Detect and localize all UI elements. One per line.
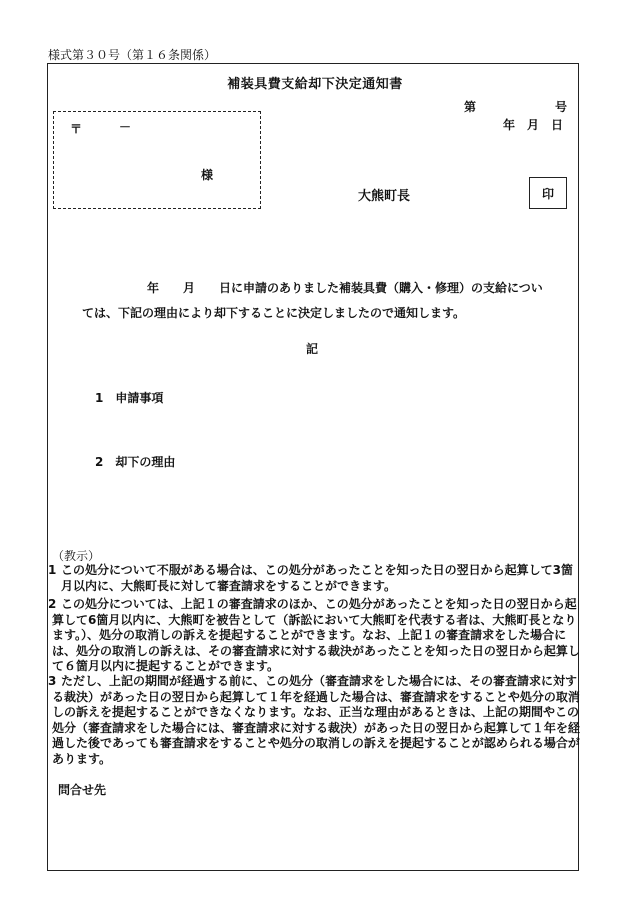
note-1 (48, 563, 580, 594)
address-box (53, 111, 261, 209)
seal-box (529, 177, 567, 209)
item-application: 1 申請事項 (95, 391, 164, 405)
item-rejection-reason: 2 却下の理由 (95, 455, 176, 469)
note-3 (48, 674, 580, 768)
note-1-number: 1 (48, 563, 57, 577)
note-3-text: ただし、上記の期間が経過する前に、この処分（審査請求をした場合には、その審査請求に対する裁決）があった日の翌日から起算して１年を経過した場合は、審査請求をすることや処分の取消しの訴えを提起することができなくなります。なお、正当な理由があるときは、上記の期間やこの処分（審査請求をした場合には、審査請求に対する裁決）があった日の翌日から起算して１年を経過した後であっても審査請求をすることや処分の取消しの訴えを提起することが認められる場合があります。 (52, 674, 580, 766)
body-line-1: 年 月 日に申請のありました補装具費（購入・修理）の支給につい (147, 281, 543, 295)
note-2-text: この処分については、上記１の審査請求のほか、この処分があったことを知った日の翌日から起算して6箇月以内に、大熊町を被告として（訴訟において大熊町を代表する者は、大熊町長となります。）、処分の取消しの訴えを提起することができます。なお、上記１の審査請求をした場合には、処分の取消しの訴えは、その審査請求に対する裁決があったことを知った日の翌日から起算して６箇月以内に提起することができます。 (52, 597, 580, 674)
reference-number-suffix: 号 (555, 100, 568, 114)
note-1-text: この処分について不服がある場合は、この処分があったことを知った日の翌日から起算して3箇月以内に、大熊町長に対して審査請求をすることができます。 (61, 563, 573, 593)
recipient-honorific: 様 (201, 168, 214, 182)
body-line-2: ては、下記の理由により却下することに決定しましたので通知します。 (82, 306, 466, 320)
reference-number-label: 第 (464, 100, 477, 114)
document-title: 補装具費支給却下決定通知書 (227, 77, 403, 92)
note-2-number: 2 (48, 597, 57, 611)
note-2 (48, 597, 580, 675)
notes-heading: （教示） (52, 549, 101, 563)
reference-date: 年 月 日 (503, 118, 564, 132)
note-3-number: 3 (48, 674, 57, 688)
form-code: 様式第３０号（第１６条関係） (48, 48, 217, 62)
ki-heading: 記 (306, 342, 319, 356)
issuer-name: 大熊町長 (358, 189, 411, 204)
contact-label: 問合せ先 (58, 783, 107, 797)
postal-code-dash: － (119, 120, 132, 134)
postal-mark: 〒 (70, 122, 83, 136)
seal-label: 印 (541, 186, 554, 201)
